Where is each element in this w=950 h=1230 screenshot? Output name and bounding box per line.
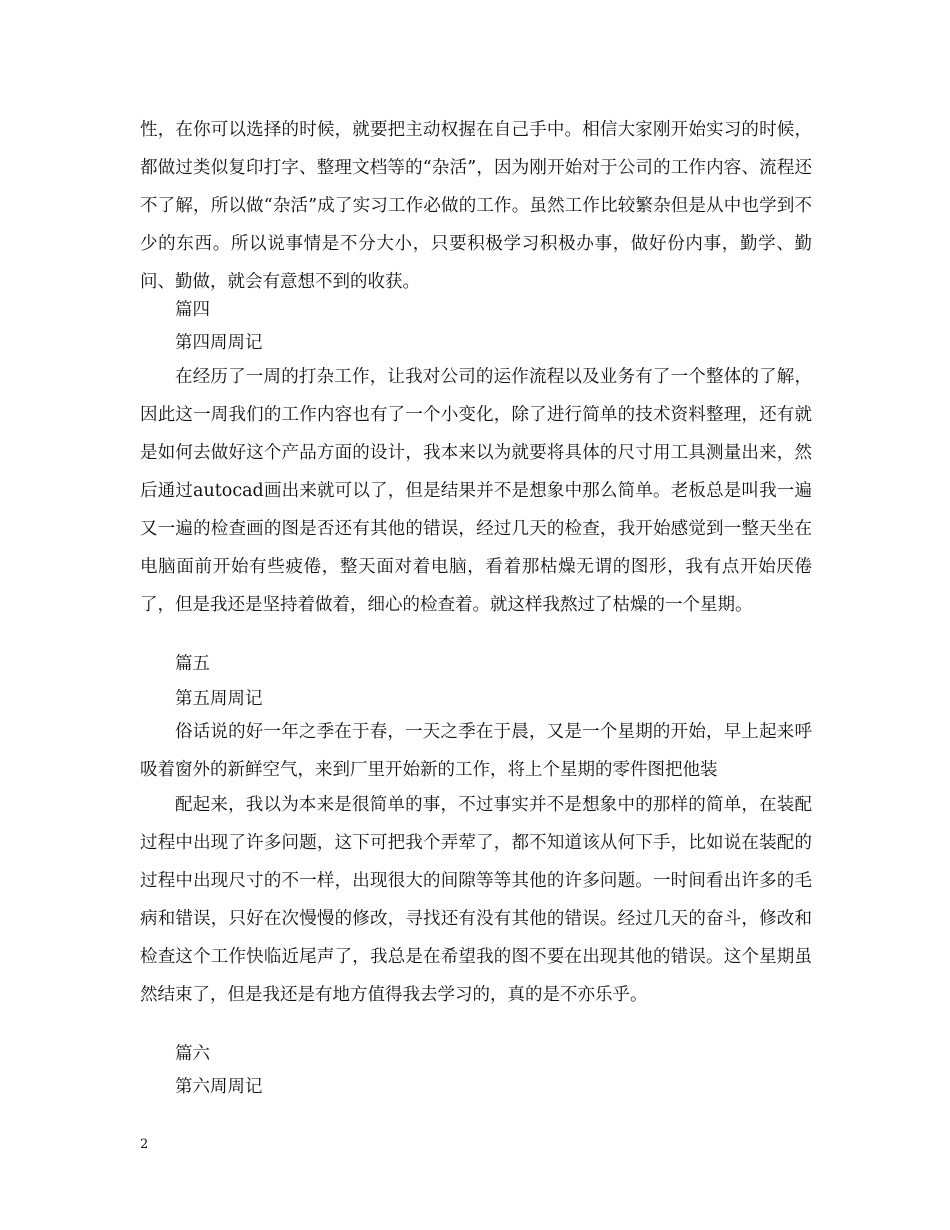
section-label-4: 篇四 [175,300,210,320]
section-label-6: 篇六 [175,1044,210,1064]
paragraph-continued: 性，在你可以选择的时候，就要把主动权握在自己手中。相信大家刚开始实习的时候，都做过类似复印打字、整理文档等的“杂活”，因为刚开始对于公司的工作内容、流程还不了解，所以做“杂活”成了实习工作必做的工作。虽然工作比较繁杂但是从中也学到不少的东西。所以说事情是不分大小，只要积极学习积极办事，做好份内事，勤学、勤问、勤做，就会有意想不到的收获。 [140,120,812,292]
section-body-5-part-1: 俗话说的好一年之季在于春，一天之季在于晨，又是一个星期的开始，早上起来呼吸着窗外的新鲜空气，来到厂里开始新的工作，将上个星期的零件图把他装 [140,722,812,780]
section-title-5: 第五周周记 [175,689,263,709]
page-number: 2 [140,1137,149,1152]
section-label-5: 篇五 [175,654,210,674]
section-body-4: 在经历了一周的打杂工作，让我对公司的运作流程以及业务有了一个整体的了解，因此这一周我们的工作内容也有了一个小变化，除了进行简单的技术资料整理，还有就是如何去做好这个产品方面的设计，我本来以为就要将具体的尺寸用工具测量出来，然后通过autocad画出来就可以了，但是结果并不是想象中那么简单。老板总是叫我一遍又一遍的检查画的图是否还有其他的错误，经过几天的检查，我开始感觉到一整天坐在电脑面前开始有些疲倦，整天面对着电脑，看着那枯燥无谓的图形，我有点开始厌倦了，但是我还是坚持着做着，细心的检查着。就这样我熬过了枯燥的一个星期。 [140,367,812,615]
section-title-4: 第四周周记 [175,333,263,353]
section-body-5-part-2: 配起来，我以为本来是很简单的事，不过事实并不是想象中的那样的简单，在装配过程中出现了许多问题，这下可把我个弄荤了，都不知道该从何下手，比如说在装配的过程中出现尺寸的不一样，出现很大的间隙等等其他的许多问题。一时间看出许多的毛病和错误，只好在次慢慢的修改，寻找还有没有其他的错误。经过几天的奋斗，修改和检查这个工作快临近尾声了，我总是在希望我的图不要在出现其他的错误。这个星期虽然结束了，但是我还是有地方值得我去学习的，真的是不亦乐乎。 [140,795,812,1005]
section-title-6: 第六周周记 [175,1077,263,1097]
